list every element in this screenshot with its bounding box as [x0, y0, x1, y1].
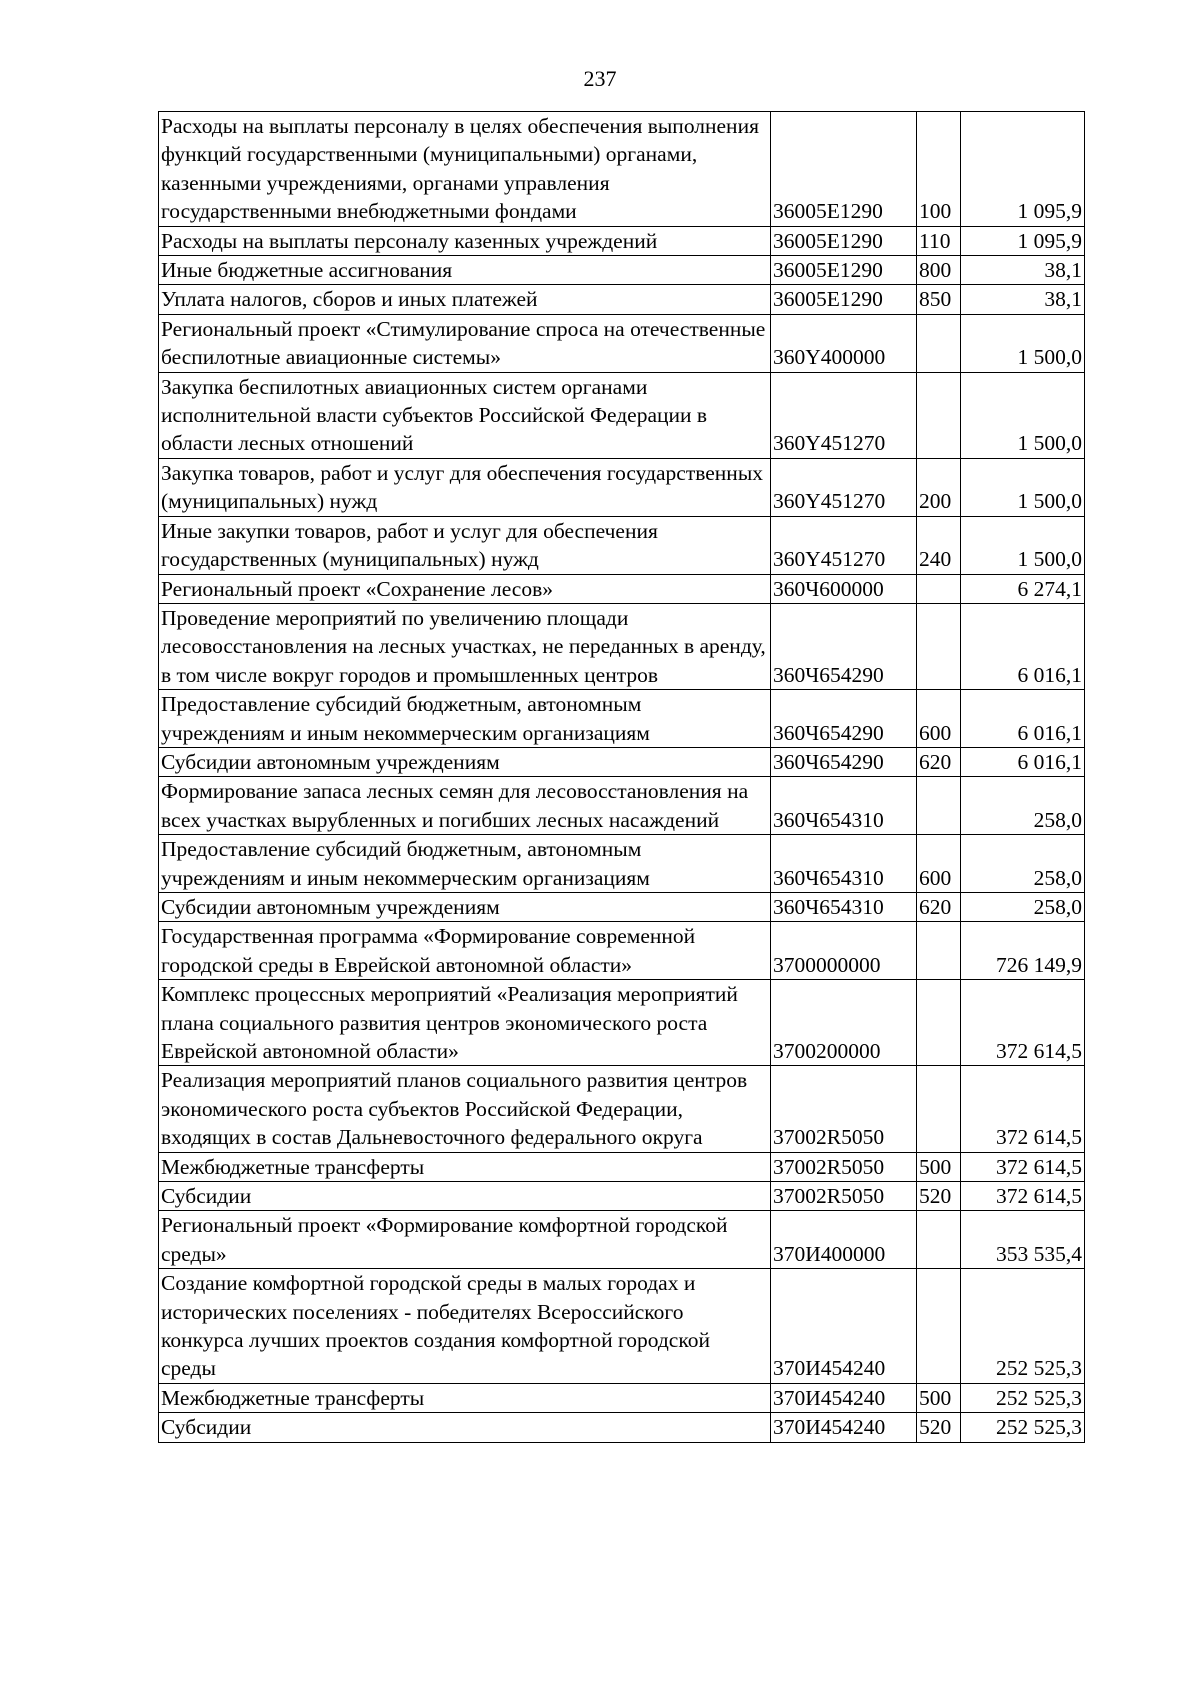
row-amount-cell: 1 095,9	[961, 226, 1085, 255]
table-row	[159, 603, 1085, 689]
row-code-cell: 360Y400000	[771, 314, 917, 372]
row-amount-cell: 252 525,3	[961, 1269, 1085, 1384]
row-code-cell: 37002R5050	[771, 1182, 917, 1211]
row-name-cell: Государственная программа «Формирование современной городской среды в Еврейской автономной области»	[159, 922, 771, 980]
table-row	[159, 1269, 1085, 1384]
row-amount-cell: 6 016,1	[961, 747, 1085, 776]
row-amount-cell: 258,0	[961, 892, 1085, 921]
table-row	[159, 1182, 1085, 1211]
row-amount-cell: 252 525,3	[961, 1383, 1085, 1412]
row-name-cell: Комплекс процессных мероприятий «Реализация мероприятий плана социального развития центров экономического роста Еврейской автономной области»	[159, 980, 771, 1066]
row-code-cell: 360Ч654290	[771, 603, 917, 689]
row-expense-type-cell: 110	[917, 226, 961, 255]
table-row	[159, 747, 1085, 776]
row-amount-cell: 1 500,0	[961, 314, 1085, 372]
row-expense-type-cell: 620	[917, 892, 961, 921]
row-expense-type-cell: 500	[917, 1152, 961, 1181]
table-row	[159, 516, 1085, 574]
row-name-cell: Субсидии автономным учреждениям	[159, 747, 771, 776]
row-code-cell: 370И454240	[771, 1269, 917, 1384]
row-expense-type-cell: 500	[917, 1383, 961, 1412]
row-expense-type-cell	[917, 372, 961, 458]
row-code-cell: 360Ч600000	[771, 574, 917, 603]
table-row	[159, 835, 1085, 893]
row-expense-type-cell	[917, 314, 961, 372]
row-name-cell: Региональный проект «Сохранение лесов»	[159, 574, 771, 603]
row-name-cell: Иные закупки товаров, работ и услуг для обеспечения государственных (муниципальных) нужд	[159, 516, 771, 574]
row-name-cell: Субсидии	[159, 1182, 771, 1211]
row-amount-cell: 252 525,3	[961, 1413, 1085, 1442]
row-expense-type-cell	[917, 574, 961, 603]
table-row	[159, 690, 1085, 748]
row-expense-type-cell: 200	[917, 458, 961, 516]
page-number: 237	[583, 66, 617, 91]
row-expense-type-cell: 800	[917, 256, 961, 285]
row-name-cell: Предоставление субсидий бюджетным, автономным учреждениям и иным некоммерческим организациям	[159, 690, 771, 748]
table-row	[159, 458, 1085, 516]
budget-table-body	[159, 112, 1085, 1443]
table-row	[159, 285, 1085, 314]
row-amount-cell: 372 614,5	[961, 1152, 1085, 1181]
row-code-cell: 360Y451270	[771, 516, 917, 574]
row-name-cell: Субсидии автономным учреждениям	[159, 892, 771, 921]
row-expense-type-cell	[917, 1066, 961, 1152]
row-amount-cell: 38,1	[961, 285, 1085, 314]
row-code-cell: 36005Е1290	[771, 285, 917, 314]
row-code-cell: 360Ч654310	[771, 892, 917, 921]
row-code-cell: 36005Е1290	[771, 226, 917, 255]
row-name-cell: Проведение мероприятий по увеличению площади лесовосстановления на лесных участках, не переданных в аренду, в том числе вокруг городов и промышленных центров	[159, 603, 771, 689]
row-expense-type-cell	[917, 1269, 961, 1384]
row-name-cell: Создание комфортной городской среды в малых городах и исторических поселениях - победителях Всероссийского конкурса лучших проектов создания комфортной городской среды	[159, 1269, 771, 1384]
row-amount-cell: 372 614,5	[961, 980, 1085, 1066]
table-row	[159, 1066, 1085, 1152]
table-row	[159, 314, 1085, 372]
row-amount-cell: 353 535,4	[961, 1211, 1085, 1269]
row-code-cell: 360Y451270	[771, 372, 917, 458]
row-name-cell: Реализация мероприятий планов социального развития центров экономического роста субъектов Российской Федерации, входящих в состав Дальневосточного федерального округа	[159, 1066, 771, 1152]
row-expense-type-cell: 100	[917, 112, 961, 227]
row-name-cell: Региональный проект «Формирование комфортной городской среды»	[159, 1211, 771, 1269]
row-name-cell: Закупка беспилотных авиационных систем органами исполнительной власти субъектов Российской Федерации в области лесных отношений	[159, 372, 771, 458]
row-code-cell: 37002R5050	[771, 1152, 917, 1181]
table-row	[159, 892, 1085, 921]
row-name-cell: Уплата налогов, сборов и иных платежей	[159, 285, 771, 314]
table-row	[159, 922, 1085, 980]
row-expense-type-cell: 850	[917, 285, 961, 314]
row-expense-type-cell: 620	[917, 747, 961, 776]
row-expense-type-cell	[917, 980, 961, 1066]
row-amount-cell: 38,1	[961, 256, 1085, 285]
row-name-cell: Формирование запаса лесных семян для лесовосстановления на всех участках вырубленных и погибших лесных насаждений	[159, 777, 771, 835]
row-code-cell: 3700200000	[771, 980, 917, 1066]
table-row	[159, 1211, 1085, 1269]
row-expense-type-cell	[917, 922, 961, 980]
table-row	[159, 1152, 1085, 1181]
row-code-cell: 360Ч654290	[771, 690, 917, 748]
row-amount-cell: 6 016,1	[961, 690, 1085, 748]
row-amount-cell: 372 614,5	[961, 1066, 1085, 1152]
row-code-cell: 360Ч654310	[771, 777, 917, 835]
row-amount-cell: 1 500,0	[961, 516, 1085, 574]
row-name-cell: Субсидии	[159, 1413, 771, 1442]
row-code-cell: 36005Е1290	[771, 112, 917, 227]
row-code-cell: 360Ч654310	[771, 835, 917, 893]
row-code-cell: 370И400000	[771, 1211, 917, 1269]
row-code-cell: 360Ч654290	[771, 747, 917, 776]
row-name-cell: Расходы на выплаты персоналу казенных учреждений	[159, 226, 771, 255]
row-amount-cell: 258,0	[961, 777, 1085, 835]
row-name-cell: Закупка товаров, работ и услуг для обеспечения государственных (муниципальных) нужд	[159, 458, 771, 516]
row-code-cell: 37002R5050	[771, 1066, 917, 1152]
row-code-cell: 370И454240	[771, 1383, 917, 1412]
row-name-cell: Иные бюджетные ассигнования	[159, 256, 771, 285]
row-amount-cell: 1 095,9	[961, 112, 1085, 227]
row-amount-cell: 726 149,9	[961, 922, 1085, 980]
budget-table	[158, 111, 1085, 1443]
table-row	[159, 1413, 1085, 1442]
row-name-cell: Межбюджетные трансферты	[159, 1383, 771, 1412]
row-expense-type-cell	[917, 1211, 961, 1269]
row-expense-type-cell: 600	[917, 690, 961, 748]
row-expense-type-cell	[917, 603, 961, 689]
row-name-cell: Межбюджетные трансферты	[159, 1152, 771, 1181]
row-amount-cell: 258,0	[961, 835, 1085, 893]
row-expense-type-cell: 600	[917, 835, 961, 893]
table-row	[159, 372, 1085, 458]
row-amount-cell: 6 016,1	[961, 603, 1085, 689]
table-row	[159, 226, 1085, 255]
row-code-cell: 360Y451270	[771, 458, 917, 516]
row-code-cell: 370И454240	[771, 1413, 917, 1442]
table-row	[159, 256, 1085, 285]
row-code-cell: 3700000000	[771, 922, 917, 980]
row-amount-cell: 1 500,0	[961, 372, 1085, 458]
row-name-cell: Предоставление субсидий бюджетным, автономным учреждениям и иным некоммерческим организациям	[159, 835, 771, 893]
row-expense-type-cell: 240	[917, 516, 961, 574]
table-row	[159, 777, 1085, 835]
row-amount-cell: 6 274,1	[961, 574, 1085, 603]
row-expense-type-cell	[917, 777, 961, 835]
table-row	[159, 1383, 1085, 1412]
table-row	[159, 112, 1085, 227]
row-name-cell: Региональный проект «Стимулирование спроса на отечественные беспилотные авиационные системы»	[159, 314, 771, 372]
row-amount-cell: 1 500,0	[961, 458, 1085, 516]
table-row	[159, 574, 1085, 603]
row-amount-cell: 372 614,5	[961, 1182, 1085, 1211]
row-expense-type-cell: 520	[917, 1182, 961, 1211]
table-row	[159, 980, 1085, 1066]
row-expense-type-cell: 520	[917, 1413, 961, 1442]
row-code-cell: 36005Е1290	[771, 256, 917, 285]
row-name-cell: Расходы на выплаты персоналу в целях обеспечения выполнения функций государственными (муниципальными) органами, казенными учреждениями, органами управления государственными внебюджетными фондами	[159, 112, 771, 227]
